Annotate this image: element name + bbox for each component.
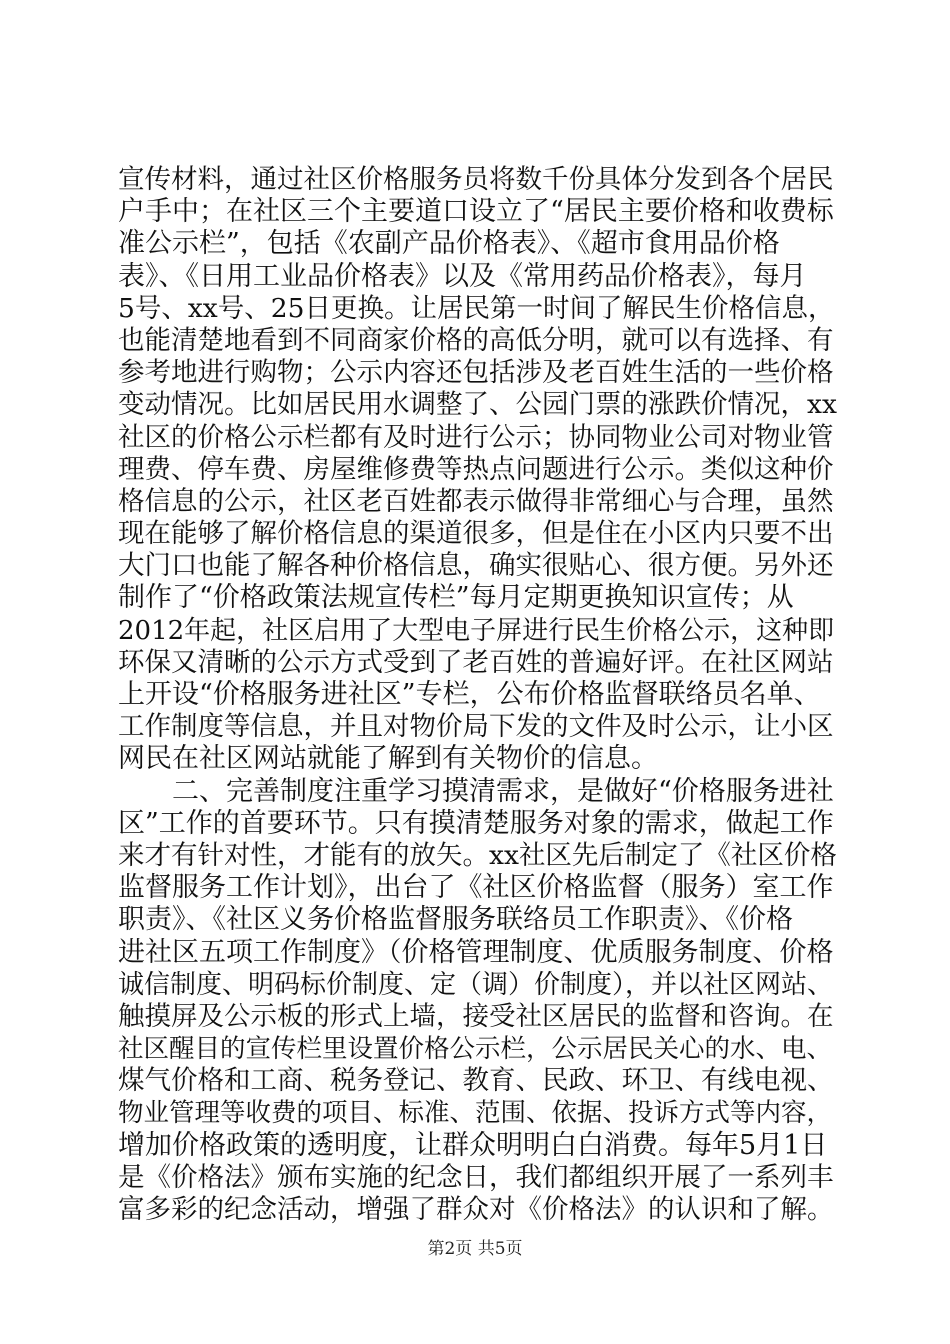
text-line: 格信息的公示，社区老百姓都表示做得非常细心与合理，虽然 [118, 486, 834, 517]
text-line: 物业管理等收费的项目、标准、范围、依据、投诉方式等内容， [118, 1098, 833, 1128]
text-line: 煤气价格和工商、税务登记、教育、民政、环卫、有线电视、 [118, 1065, 834, 1096]
text-line: 是《价格法》颁布实施的纪念日，我们都组织开展了一系列丰 [118, 1162, 834, 1193]
text-line: 区”工作的首要环节。只有摸清楚服务对象的需求，做起工作 [118, 808, 834, 839]
text-line: 进社区五项工作制度》（价格管理制度、优质服务制度、价格 [118, 937, 834, 968]
text-line: 社区的价格公示栏都有及时进行公示；协同物业公司对物业管 [118, 422, 834, 453]
text-line: 上开设“价格服务进社区”专栏，公布价格监督联络员名单、 [118, 679, 821, 710]
text-line: 工作制度等信息，并且对物价局下发的文件及时公示，让小区 [118, 711, 834, 742]
text-line: 社区醒目的宣传栏里设置价格公示栏，公示居民关心的水、电、 [118, 1034, 833, 1064]
text-line: 富多彩的纪念活动，增强了群众对《价格法》的认识和了解。 [118, 1194, 834, 1225]
text-line: 准公示栏”，包括《农副产品价格表》、《超市食用品价格 [118, 228, 780, 259]
text-line: 环保又清晰的公示方式受到了老百姓的普遍好评。在社区网站 [118, 647, 834, 678]
text-line: 触摸屏及公示板的形式上墙，接受社区居民的监督和咨询。在 [118, 1001, 834, 1032]
page-footer: 第2页 共5页 [427, 1239, 523, 1259]
text-line: 职责》、《社区义务价格监督服务联络员工作职责》、《价格 [118, 904, 793, 935]
text-line: 制作了“价格政策法规宣传栏”每月定期更换知识宣传；从 [118, 582, 794, 613]
text-line: 来才有针对性，才能有的放矢。xx社区先后制定了《社区价格 [118, 840, 837, 871]
text-line: 5号、xx号、25日更换。让居民第一时间了解民生价格信息， [118, 293, 835, 324]
text-line: 理费、停车费、房屋维修费等热点问题进行公示。类似这种价 [118, 454, 834, 485]
text-line: 变动情况。比如居民用水调整了、公园门票的涨跌价情况，xx [118, 389, 837, 420]
text-line: 监督服务工作计划》，出台了《社区价格监督（服务）室工作 [118, 872, 834, 903]
text-line: 参考地进行购物；公示内容还包括涉及老百姓生活的一些价格 [118, 357, 834, 388]
text-line: 增加价格政策的透明度，让群众明明白白消费。每年5月1日 [118, 1130, 828, 1161]
text-line: 户手中；在社区三个主要道口设立了“居民主要价格和收费标 [118, 196, 834, 227]
text-line: 大门口也能了解各种价格信息，确实很贴心、很方便。另外还 [118, 550, 834, 581]
text-line: 2012年起，社区启用了大型电子屏进行民生价格公示，这种即 [118, 616, 835, 646]
text-line: 诚信制度、明码标价制度、定（调）价制度），并以社区网站、 [118, 970, 834, 1000]
text-line: 表》、《日用工业品价格表》以及《常用药品价格表》，每月 [118, 261, 807, 292]
text-line: 也能清楚地看到不同商家价格的高低分明，就可以有选择、有 [118, 325, 834, 356]
text-line: 现在能够了解价格信息的渠道很多，但是住在小区内只要不出 [118, 518, 834, 549]
text-line: 网民在社区网站就能了解到有关物价的信息。 [118, 743, 658, 774]
text-line: 宣传材料，通过社区价格服务员将数千份具体分发到各个居民 [118, 164, 834, 195]
text-line: 二、完善制度注重学习摸清需求，是做好“价格服务进社 [118, 776, 834, 807]
